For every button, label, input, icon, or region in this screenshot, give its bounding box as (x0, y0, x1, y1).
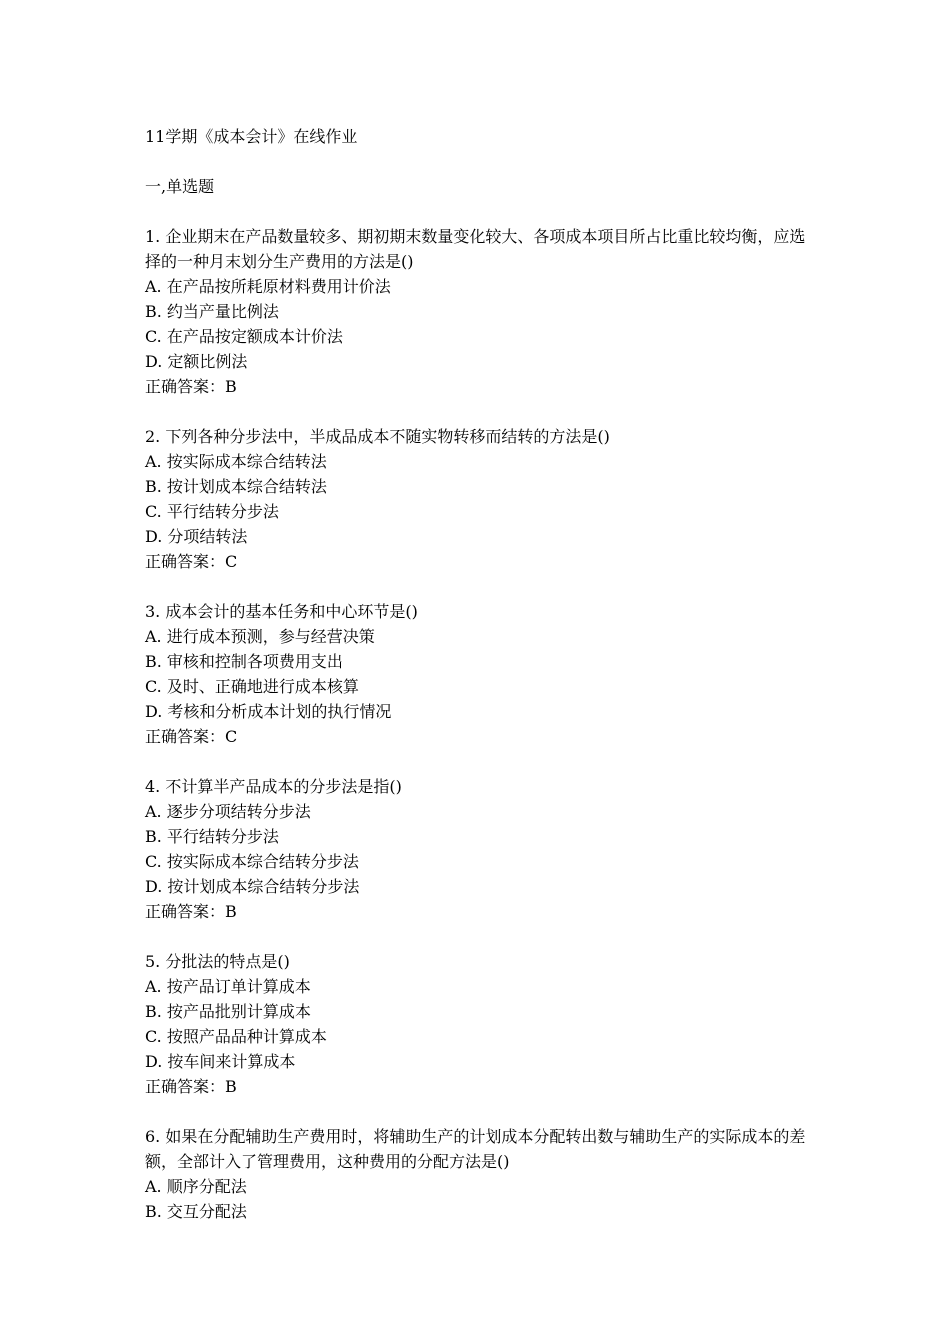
option-b: B. 约当产量比例法 (145, 302, 279, 321)
question-4 (145, 774, 815, 924)
section-title: 一,单选题 (145, 177, 215, 196)
option-b: B. 交互分配法 (145, 1202, 247, 1221)
option-a: A. 按实际成本综合结转法 (145, 452, 327, 471)
question-text: 1. 企业期末在产品数量较多、期初期末数量变化较大、各项成本项目所占比重比较均衡，应选择的一种月末划分生产费用的方法是() (145, 227, 806, 271)
option-c: C. 在产品按定额成本计价法 (145, 327, 343, 346)
option-a: A. 逐步分项结转分步法 (145, 802, 311, 821)
correct-answer: 正确答案：B (145, 902, 237, 921)
option-d: D. 按车间来计算成本 (145, 1052, 296, 1071)
option-c: C. 按照产品品种计算成本 (145, 1027, 327, 1046)
correct-answer: 正确答案：B (145, 1077, 237, 1096)
option-d: D. 考核和分析成本计划的执行情况 (145, 702, 392, 721)
question-3 (145, 599, 815, 749)
correct-answer: 正确答案：C (145, 552, 238, 571)
correct-answer: 正确答案：B (145, 377, 237, 396)
question-2 (145, 424, 815, 574)
option-b: B. 按计划成本综合结转法 (145, 477, 327, 496)
question-1 (145, 224, 815, 399)
option-b: B. 平行结转分步法 (145, 827, 279, 846)
question-text: 5. 分批法的特点是() (145, 952, 290, 971)
option-d: D. 定额比例法 (145, 352, 248, 371)
option-b: B. 审核和控制各项费用支出 (145, 652, 343, 671)
option-a: A. 顺序分配法 (145, 1177, 247, 1196)
option-b: B. 按产品批别计算成本 (145, 1002, 311, 1021)
option-a: A. 进行成本预测，参与经营决策 (145, 627, 375, 646)
document-body (145, 124, 815, 1224)
question-text: 4. 不计算半产品成本的分步法是指() (145, 777, 402, 796)
option-c: C. 及时、正确地进行成本核算 (145, 677, 359, 696)
option-a: A. 按产品订单计算成本 (145, 977, 311, 996)
question-6 (145, 1124, 815, 1224)
correct-answer: 正确答案：C (145, 727, 238, 746)
question-5 (145, 949, 815, 1099)
document-title: 11学期《成本会计》在线作业 (145, 127, 358, 146)
option-d: D. 分项结转法 (145, 527, 248, 546)
option-d: D. 按计划成本综合结转分步法 (145, 877, 360, 896)
question-text: 3. 成本会计的基本任务和中心环节是() (145, 602, 418, 621)
option-c: C. 按实际成本综合结转分步法 (145, 852, 359, 871)
question-text: 2. 下列各种分步法中，半成品成本不随实物转移而结转的方法是() (145, 427, 610, 446)
option-c: C. 平行结转分步法 (145, 502, 279, 521)
question-text: 6. 如果在分配辅助生产费用时，将辅助生产的计划成本分配转出数与辅助生产的实际成本的差额，全部计入了管理费用，这种费用的分配方法是() (145, 1127, 806, 1171)
option-a: A. 在产品按所耗原材料费用计价法 (145, 277, 391, 296)
